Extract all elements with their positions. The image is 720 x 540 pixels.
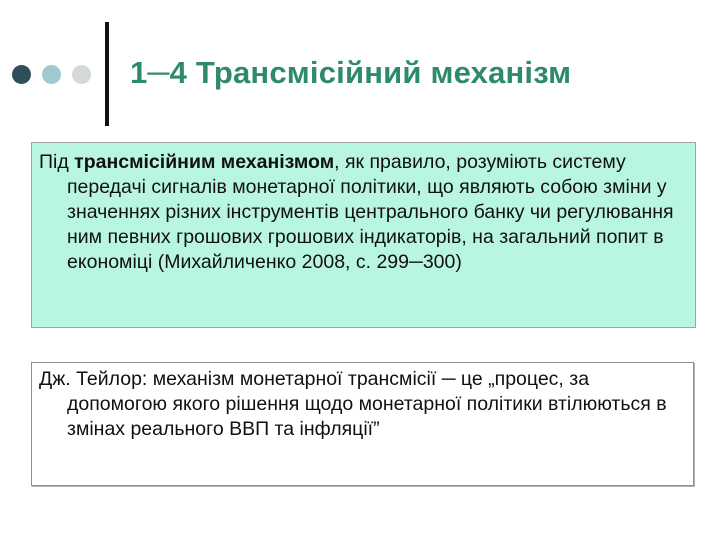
definition-body: , як правило, розуміють систему передачі сигналів монетарної політики, що являють собою зміни у значеннях різних інструментів центрального банку чи регулювання ним певних грошових грошових індикаторів, на загальний попит в економіці (Михайличенко 2008, с. 299─300) bbox=[67, 151, 674, 273]
bullet-dot-grey bbox=[72, 65, 91, 84]
definition-box bbox=[31, 142, 696, 328]
slide-title: 1─4 Трансмісійний механізм bbox=[130, 55, 572, 90]
quote-box bbox=[31, 362, 694, 486]
definition-intro: Під bbox=[39, 151, 75, 173]
title-divider bbox=[105, 22, 109, 126]
bullet-dot-dark bbox=[12, 65, 31, 84]
quote-text: Дж. Тейлор: механізм монетарної трансмісії ─ це „процес, за допомогою якого рішення щодо монетарної політики втілюються в змінах реального ВВП та інфляції” bbox=[39, 368, 667, 440]
bullet-dot-light-blue bbox=[42, 65, 61, 84]
definition-paragraph bbox=[39, 150, 685, 275]
definition-term: трансмісійним механізмом bbox=[74, 151, 335, 173]
